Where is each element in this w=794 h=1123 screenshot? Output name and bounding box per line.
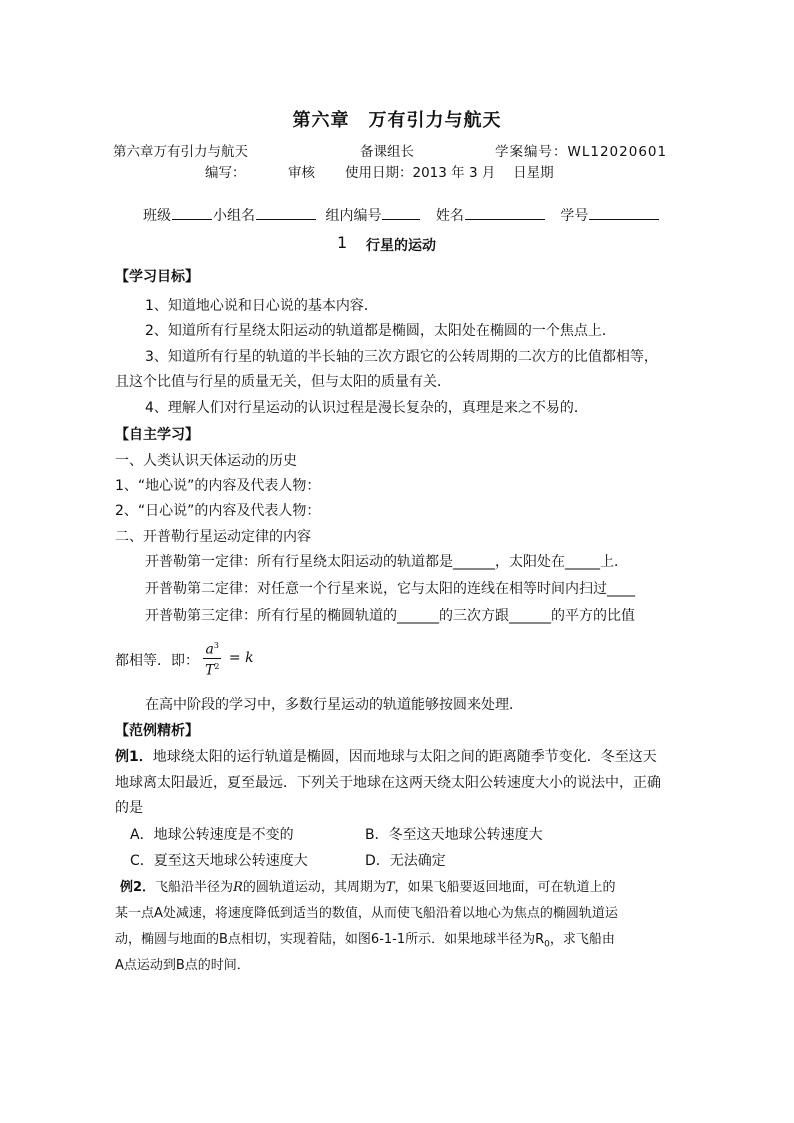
question-geocentric: 1、“地心说”的内容及代表人物： — [115, 478, 321, 494]
example-2-line-2: 某一点A处减速，将速度降低到适当的数值，从而使飞船沿着以地心为焦点的椭圆轨道运 — [115, 906, 618, 921]
class-blank[interactable] — [172, 205, 212, 220]
option-a[interactable]: A．地球公转速度是不变的 — [130, 827, 294, 843]
question-heliocentric: 2、“日心说”的内容及代表人物： — [115, 503, 321, 519]
example-2-line-3: 动，椭圆与地面的B点相切，实现着陆，如图6-1-1所示．如果地球半径为$R_0$，求飞船由 — [115, 932, 615, 950]
formula-rhs: = k — [228, 650, 254, 667]
page-title: 第六章 万有引力与航天 — [292, 110, 502, 131]
goal-item: 1、知道地心说和日心说的基本内容． — [145, 298, 378, 314]
example-1-line-2: 地球离太阳最近，夏至最远．下列关于地球在这两天绕太阳公转速度大小的说法中，正确 — [115, 775, 661, 791]
self-study-heading: 【自主学习】 — [115, 427, 199, 443]
group-name-blank[interactable] — [256, 205, 316, 220]
goal-item: 4、理解人们对行星运动的认识过程是漫长复杂的，真理是来之不易的． — [145, 400, 588, 416]
option-c[interactable]: C．夏至这天地球公转速度大 — [130, 853, 308, 869]
author-label: 编写： — [205, 165, 246, 181]
use-date: 使用日期：2013 年 3 月 日星期 — [345, 165, 554, 181]
example-1-line-3: 的是 — [115, 800, 143, 816]
option-b[interactable]: B．冬至这天地球公转速度大 — [365, 827, 543, 843]
part-two-title: 二、开普勒行星运动定律的内容 — [115, 529, 311, 545]
student-id-label: 学号 — [560, 208, 589, 224]
group-leader-label: 备课组长 — [360, 144, 414, 160]
group-name-label: 小组名 — [213, 208, 255, 224]
example-2-line-1: 例2．飞船沿半径为R的圆轨道运动，其周期为T，如果飞船要返回地面，可在轨道上的 — [120, 880, 616, 895]
example-2-line-4: A点运动到B点的时间． — [115, 958, 250, 973]
part-one-title: 一、人类认识天体运动的历史 — [115, 453, 297, 469]
section-title: 行星的运动 — [366, 238, 436, 254]
name-label: 姓名 — [435, 208, 464, 224]
goal-item: 3、知道所有行星的轨道的半长轴的三次方跟它的公转周期的二次方的比值都相等， — [145, 349, 658, 365]
kepler-law-2: 开普勒第二定律：对任意一个行星来说，它与太阳的连线在相等时间内扫过____ — [145, 581, 635, 597]
group-number-label: 组内编号 — [325, 208, 382, 224]
law3-continuation: 都相等．即： — [115, 653, 199, 669]
formula-fraction: $\frac{a^3}{T^2}$ — [203, 638, 221, 678]
kepler-law-3: 开普勒第三定律：所有行星的椭圆轨道的______的三次方跟______的平方的比值 — [145, 608, 635, 624]
student-info-row — [143, 205, 660, 225]
example-1-label: 例1． — [115, 749, 153, 765]
circle-note: 在高中阶段的学习中，多数行星运动的轨道能够按圆来处理． — [145, 697, 523, 713]
option-d[interactable]: D．无法确定 — [365, 853, 446, 869]
examples-heading: 【范例精析】 — [115, 723, 199, 739]
kepler-law-1: 开普勒第一定律：所有行星绕太阳运动的轨道都是______，太阳处在_____上． — [145, 554, 628, 570]
example-1-line-1: 例1．地球绕太阳的运行轨道是椭圆，因而地球与太阳之间的距离随季节变化．冬至这天 — [115, 749, 657, 765]
kepler-formula — [203, 638, 254, 678]
group-number-blank[interactable] — [382, 205, 420, 220]
section-number: 1 — [337, 233, 348, 252]
review-label: 审核 — [288, 165, 315, 181]
goal-item: 且这个比值与行星的质量无关，但与太阳的质量有关． — [115, 374, 451, 390]
name-blank[interactable] — [465, 205, 545, 220]
goal-item: 2、知道所有行星绕太阳运动的轨道都是椭圆，太阳处在椭圆的一个焦点上． — [145, 323, 616, 339]
chapter-name: 第六章万有引力与航天 — [113, 144, 248, 160]
student-id-blank[interactable] — [589, 205, 659, 220]
class-label: 班级 — [143, 208, 171, 224]
goals-heading: 【学习目标】 — [115, 269, 199, 285]
case-code: 学案编号：WL12020601 — [495, 144, 668, 160]
example-2-label: 例2． — [120, 880, 156, 895]
